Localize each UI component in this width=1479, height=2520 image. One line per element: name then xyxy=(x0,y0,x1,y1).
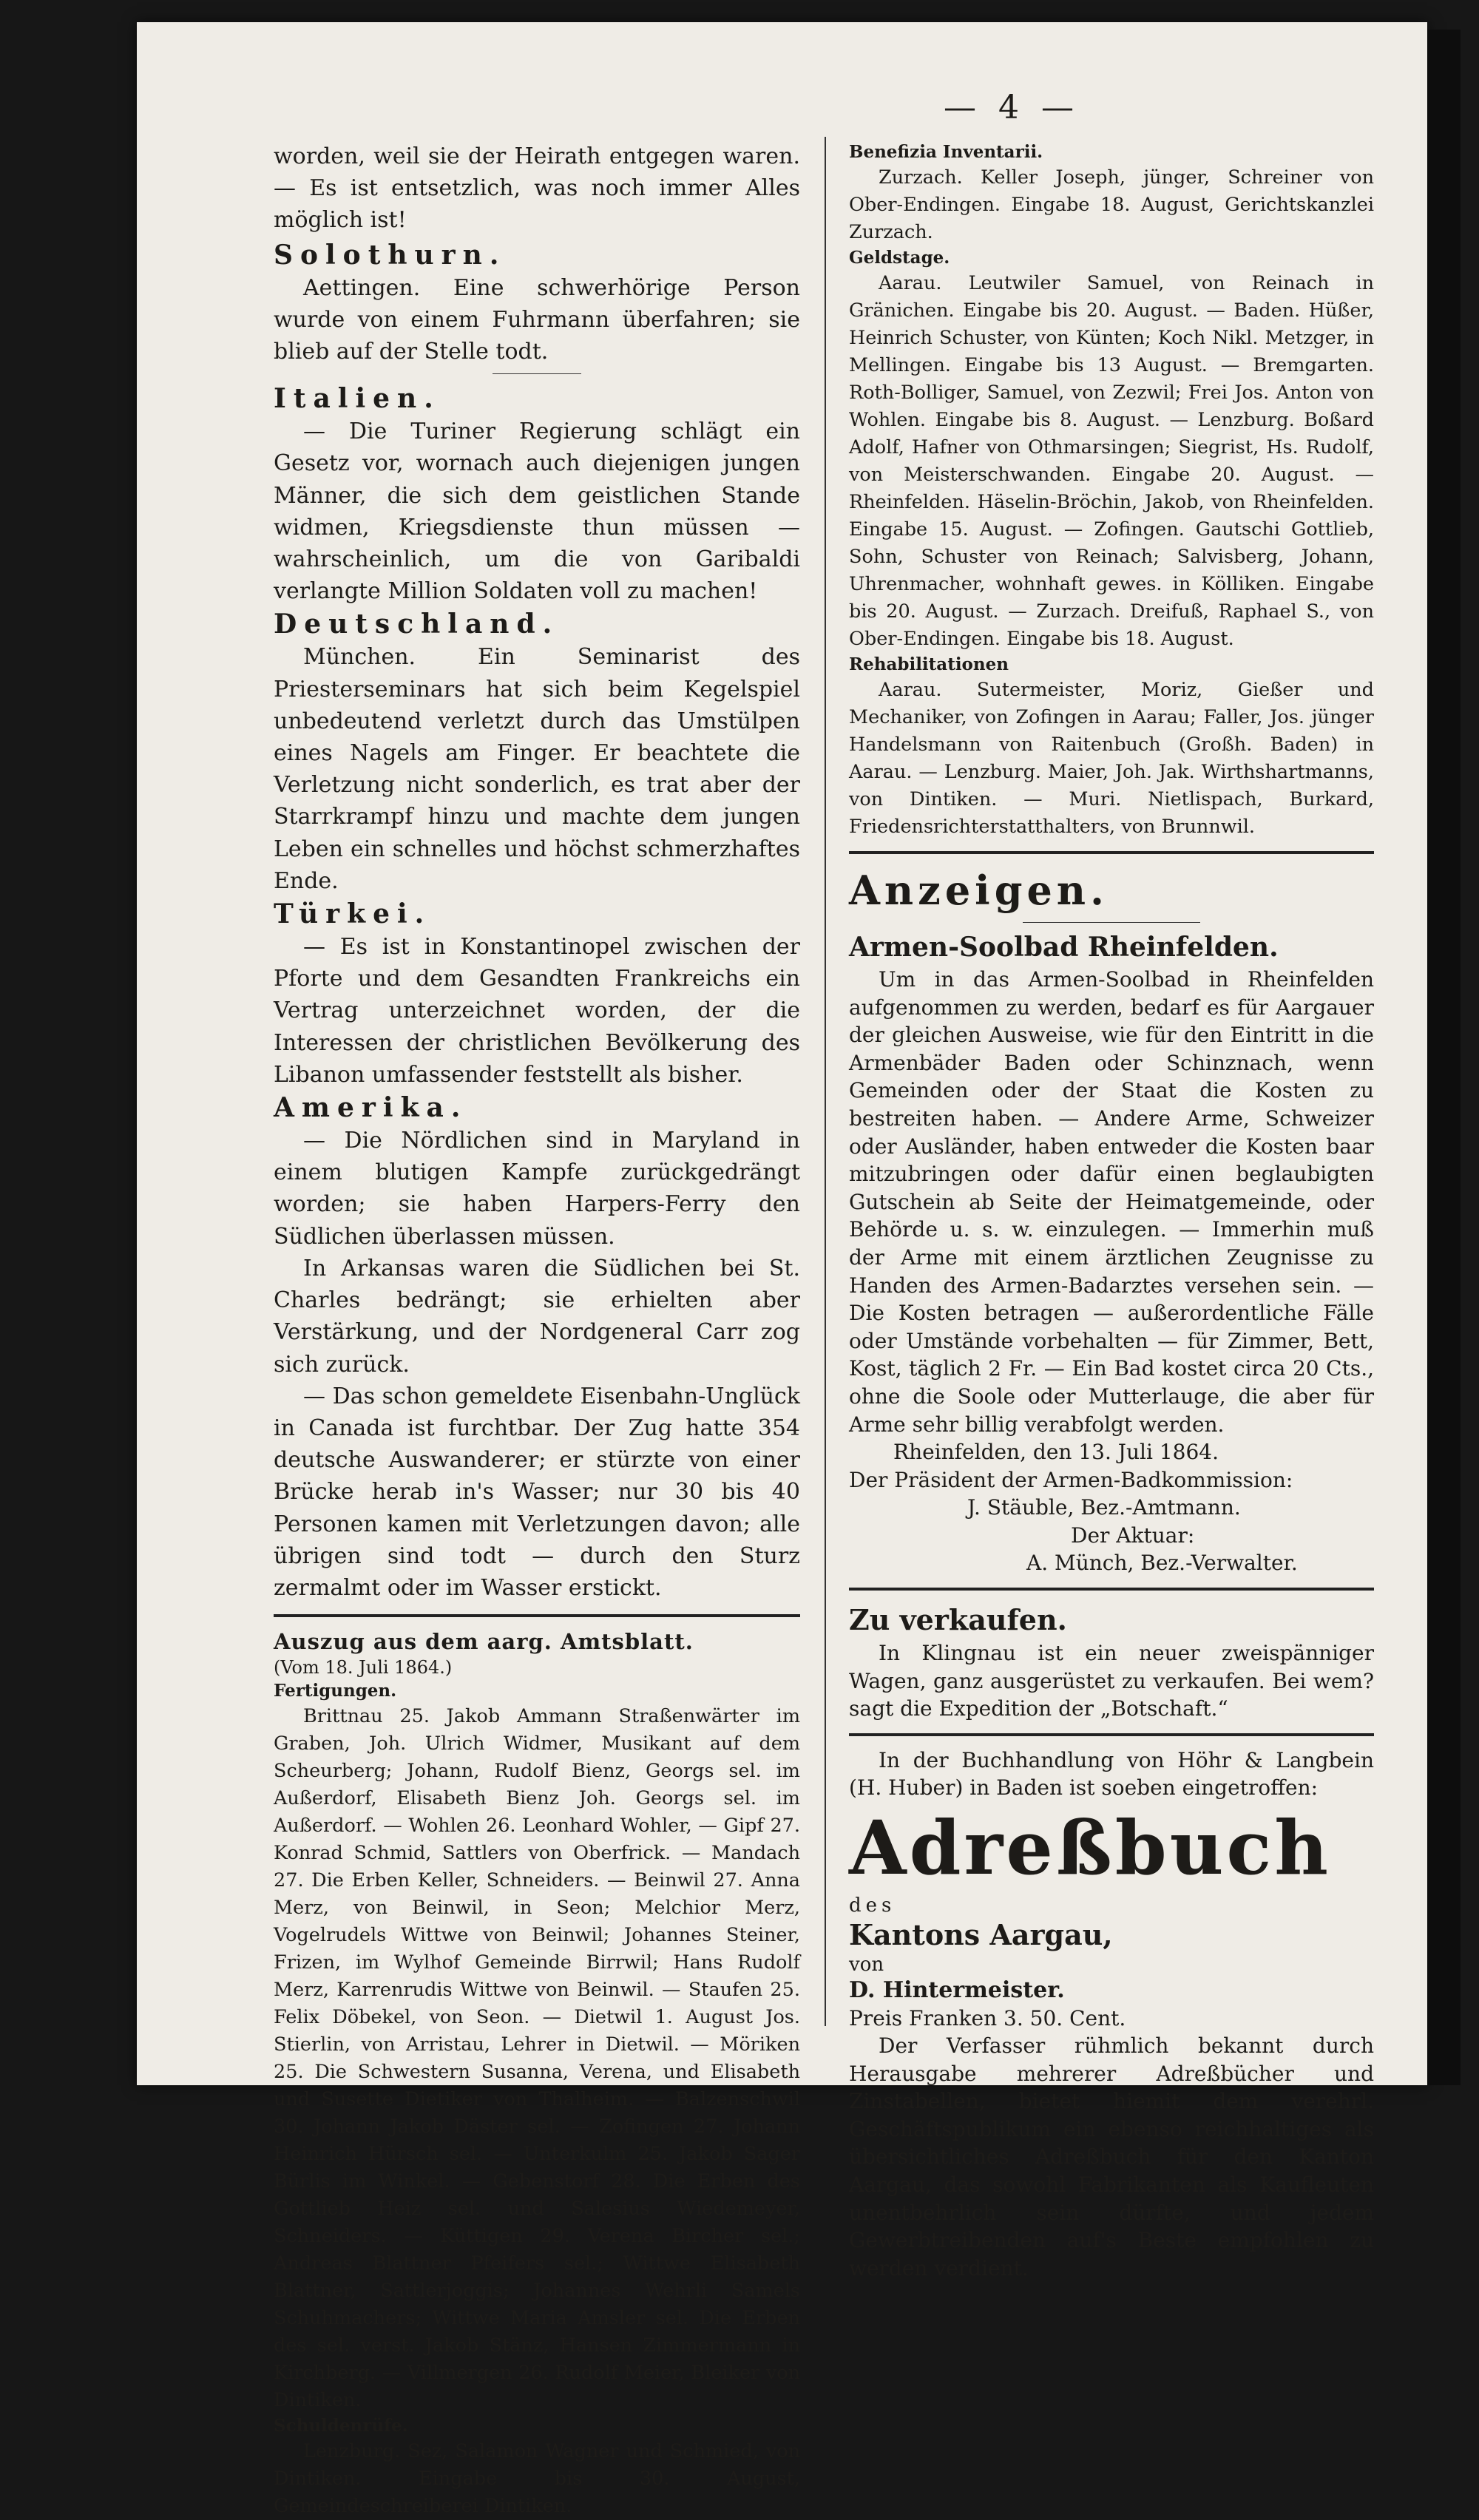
paragraph-marriage-end: worden, weil sie der Heirath entgegen waren. — Es ist entsetzlich, was noch immer Alles möglich ist! xyxy=(274,143,800,234)
heading-amerika: Amerika. xyxy=(274,1092,468,1124)
page-number: — 4 — xyxy=(944,89,1080,126)
short-divider xyxy=(1023,922,1200,923)
heading-zu-verkaufen: Zu verkaufen. xyxy=(849,1603,1067,1637)
word-von: von xyxy=(849,1954,884,1977)
heading-benefizia: Benefizia Inventarii. xyxy=(849,142,1043,162)
amtsblatt-date: (Vom 18. Juli 1864.) xyxy=(274,1657,453,1679)
heading-fertigungen: Fertigungen. xyxy=(274,1681,397,1701)
kanton-aargau: Kantons Aargau, xyxy=(849,1918,1113,1952)
paragraph-tuerkei: — Es ist in Konstantinopel zwischen der Pforte und dem Gesandten Frankreichs ein Vertrag unterzeichnet worden, der die Interessen der christlichen Bevölkerung des Libanon umfassender feststellt als bisher. xyxy=(274,934,800,1088)
word-des: des xyxy=(849,1894,896,1917)
price: Preis Franken 3. 50. Cent. xyxy=(849,2006,1126,2031)
short-divider xyxy=(493,373,581,374)
armen-president-name: J. Stäuble, Bez.-Amtmann. xyxy=(967,1495,1241,1520)
paragraph-aettingen: Aettingen. Eine schwerhörige Person wurde von einem Fuhrmann überfahren; sie blieb auf der Stelle todt. xyxy=(274,274,800,365)
paragraph-verfasser: Der Verfasser rühmlich bekannt durch Herausgabe mehrerer Adreßbücher und Zinstabellen, bietet hiemit dem verehrl. Geschäftspublikum ein ebenso reichhaltiges als übersichtliches Adreßbuch für den Kanton Aargau, das sowohl Fabrikanten als Kaufleuten unentbehrlich sein dürfte, und jedem Gewerbtreibenden auf's Beste empfohlen zu werden verdient. xyxy=(849,2033,1374,2280)
paragraph-amerika-canada: — Das schon gemeldete Eisenbahn-Unglück in Canada ist furchtbar. Der Zug hatte 354 deutsche Auswanderer; er stürzte von einer Brücke herab in's Wasser; nur 30 bis 40 Personen kamen mit Verletzungen davon; alle übrigen sind todt — durch den Sturz zermalmt oder im Wasser erstickt. xyxy=(274,1383,800,1601)
paragraph-armen-soolbad: Um in das Armen-Soolbad in Rheinfelden aufgenommen zu werden, bedarf es für Aargauer der gleichen Ausweise, wie für den Eintritt in die Armenbäder Baden oder Schinznach, wenn Gemeinden oder der Staat die Kosten zu bestreiten haben. — Andere Arme, Schweizer oder Ausländer, haben entweder die Kosten baar mitzubringen oder dafür einen beglaubigten Gutschein ab Seite der Heimatgemeinde, oder Behörde u. s. w. einzulegen. — Immerhin muß der Arme mit einem ärztlichen Zeugnisse zu Handen des Armen-Badarztes versehen sein. — Die Kosten betragen — außerordentliche Fälle oder Umstände vorbehalten — für Zimmer, Bett, Kost, täglich 2 Fr. — Ein Bad kostet circa 20 Cts., ohne die Soole oder Mutterlauge, die aber für Arme sehr billig verabfolgt werden. xyxy=(849,967,1374,1437)
left-column xyxy=(274,140,800,2520)
paragraph-amerika-arkansas: In Arkansas waren die Südlichen bei St. Charles bedrängt; sie erhielten aber Verstärkung, und der Nordgeneral Carr zog sich zurück. xyxy=(274,1255,800,1378)
heading-adressbuch: Adreßbuch xyxy=(849,1804,1332,1892)
heading-rehabilitationen: Rehabilitationen xyxy=(849,654,1009,674)
paragraph-buchhandlung: In der Buchhandlung von Höhr & Langbein (H. Huber) in Baden ist soeben eingetroffen: xyxy=(849,1747,1374,1801)
paragraph-geldstage: Aarau. Leutwiler Samuel, von Reinach in Gränichen. Eingabe bis 20. August. — Baden. Hüßer, Heinrich Schuster, von Künten; Koch Nikl. Metzger, in Mellingen. Eingabe bis 13 August. — Bremgarten. Roth-Bolliger, Samuel, von Zezwil; Frei Jos. Anton von Wohlen. Eingabe bis 8. August. — Lenzburg. Boßard Adolf, Hafner von Othmarsingen; Siegrist, Hs. Rudolf, von Meisterschwanden. Eingabe 20. August. — Rheinfelden. Häselin-Bröchin, Jakob, von Rheinfelden. Eingabe 15. August. — Zofingen. Gautschi Gottlieb, Sohn, Schuster von Reinach; Salvisberg, Johann, Uhrenmacher, wohnhaft gewes. in Kölliken. Eingabe bis 20. August. — Zurzach. Dreifuß, Raphael S., von Ober-Endingen. Eingabe bis 18. August. xyxy=(849,272,1374,650)
heading-italien: Italien. xyxy=(274,383,441,415)
section-divider xyxy=(849,1588,1374,1591)
next-page-edge xyxy=(1427,30,1461,2085)
paragraph-amerika-maryland: — Die Nördlichen sind in Maryland in einem blutigen Kampfe zurückgedrängt worden; sie haben Harpers-Ferry den Südlichen überlassen müssen. xyxy=(274,1128,800,1250)
paragraph-benefizia: Zurzach. Keller Joseph, jünger, Schreiner von Ober-Endingen. Eingabe 18. August, Gerichtskanzlei Zurzach. xyxy=(849,166,1374,243)
right-column xyxy=(849,140,1374,2282)
paragraph-zu-verkaufen: In Klingnau ist ein neuer zweispänniger Wagen, ganz ausgerüstet zu verkaufen. Bei wem? sagt die Expedition der „Botschaft.“ xyxy=(849,1641,1374,1721)
armen-president-title: Der Präsident der Armen-Badkommission: xyxy=(849,1467,1293,1492)
heading-armen-soolbad: Armen-Soolbad Rheinfelden. xyxy=(849,932,1279,963)
heading-tuerkei: Türkei. xyxy=(274,898,432,930)
section-divider xyxy=(274,1614,800,1617)
armen-aktuar-name: A. Münch, Bez.-Verwalter. xyxy=(1026,1551,1298,1576)
heading-geldstage: Geldstage. xyxy=(849,248,950,268)
heading-deutschland: Deutschland. xyxy=(274,609,560,640)
column-rule xyxy=(825,137,826,2026)
paragraph-italien: — Die Turiner Regierung schlägt ein Gesetz vor, wornach auch diejenigen jungen Männer, die sich dem geistlichen Stande widmen, Kriegsdienste thun müssen — wahrscheinlich, um die von Garibaldi verlangte Million Soldaten voll zu machen! xyxy=(274,419,800,605)
heading-solothurn: Solothurn. xyxy=(274,239,507,271)
armen-aktuar-title: Der Aktuar: xyxy=(1071,1522,1195,1548)
paragraph-muenchen: München. Ein Seminarist des Priesterseminars hat sich beim Kegelspiel unbedeutend verletzt durch das Umstülpen eines Nagels am Finger. Er beachtete die Verletzung nicht sonderlich, es trat aber der Starrkrampf hinzu und machte dem jungen Leben ein schnelles und höchst schmerzhaftes Ende. xyxy=(274,644,800,894)
section-divider xyxy=(849,851,1374,854)
heading-amtsblatt: Auszug aus dem aarg. Amtsblatt. xyxy=(274,1629,694,1655)
armen-date: Rheinfelden, den 13. Juli 1864. xyxy=(893,1440,1219,1465)
heading-anzeigen: Anzeigen. xyxy=(849,867,1109,914)
paragraph-rehabilitationen: Aarau. Sutermeister, Moriz, Gießer und Mechaniker, von Zofingen in Aarau; Faller, Jos. jünger Handelsmann von Raitenbuch (Großh. Baden) in Aarau. — Lenzburg. Maier, Joh. Jak. Wirthshartmanns, von Dintiken. — Muri. Nietlispach, Burkard, Friedensrichterstatthalters, von Brunnwil. xyxy=(849,679,1374,838)
paragraph-schuldenruefe: Lenzburg. Sez, Salamon Wagner und Schmied, von Dintiken. Eingabe bis 30. August, Gemeindeschreiberei Dintiken. xyxy=(274,2440,800,2518)
heading-schuldenruefe: Schuldenrüfe. xyxy=(274,2416,408,2436)
section-divider xyxy=(849,1733,1374,1736)
author-name: D. Hintermeister. xyxy=(849,1977,1065,2004)
paragraph-fertigungen: Brittnau 25. Jakob Ammann Straßenwärter im Graben, Joh. Ulrich Widmer, Musikant auf dem Scheurberg; Johann, Rudolf Bienz, Georgs sel. im Außerdorf, Elisabeth Bienz Joh. Georgs sel. im Außerdorf. — Wohlen 26. Leonhard Wohler, — Gipf 27. Konrad Schmid, Sattlers von Oberfrick. — Mandach 27. Die Erben Keller, Schneiders. — Beinwil 27. Anna Merz, von Beinwil, in Seon; Melchior Merz, Vogelrudels Wittwe von Beinwil; Johannes Steiner, Frizen, im Wylhof Gemeinde Birrwil; Hans Rudolf Merz, Karrenrudis Wittwe von Beinwil. — Staufen 25. Felix Döbekel, von Seon. — Dietwil 1. August Jos. Stierlin, von Arristau, Lehrer in Dietwil. — Möriken 25. Die Schwestern Susanna, Verena, und Elisabeth und Susette Dietiker von Thalheim. — Balzenschwil 30. Johann Jakob Däster sel. — Zofingen 27. Johann Heinrich Hürsch sel. — Unterkulm 25. Jakob Sager Bürlis im Winkel. — Gebenstorf 28. Die Erben des Gottlieb Heiz sel. und Salesius Wiedemeyer, Schneiders. — Küttigen 29. Verena Bircher sel.; Andreas Blattner Pfeifers sel.; Wittwe Elisabeth Blattner, Sattlerjoggis; Johannes Wehrli Samels Schuhmachers; Wittwe Maria Amsler sel. Die Erben des sel. verst. Jakob Stänz, Hansen Zimmermann in Kirchberg. — Villmergen 26. Rudolf Meier, Bleiker von Dintiken. xyxy=(274,1705,800,2412)
